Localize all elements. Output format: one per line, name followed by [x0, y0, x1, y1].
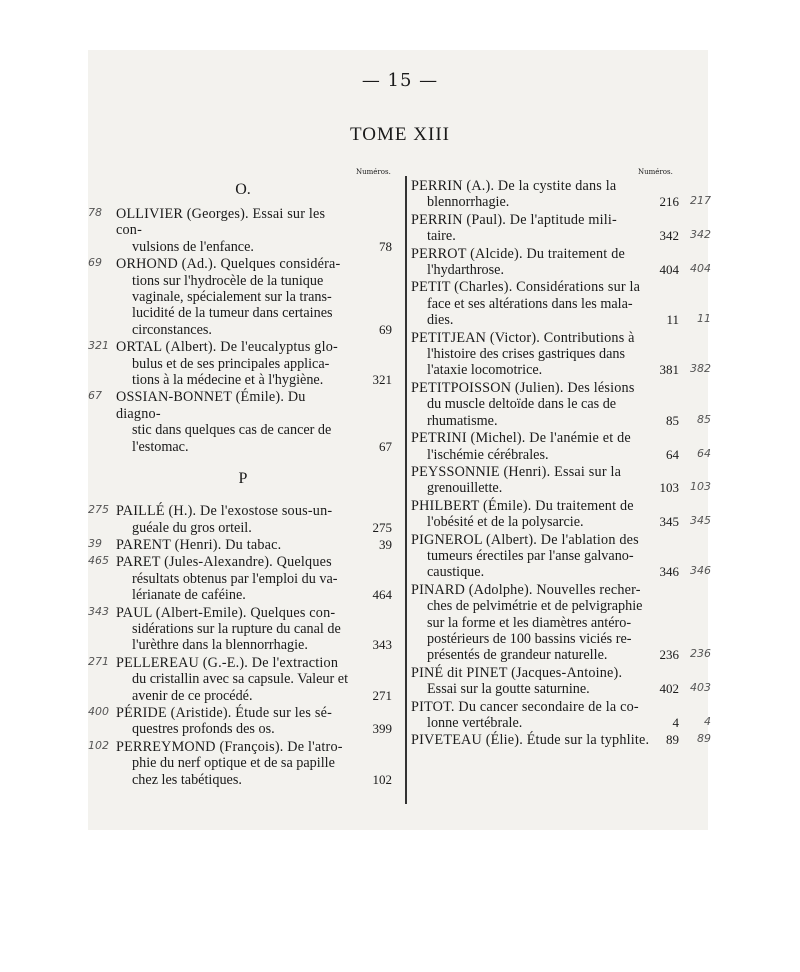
left-entry: [88, 705, 398, 738]
entry-number: 4: [672, 715, 679, 730]
entry-number: 464: [372, 587, 392, 603]
handwritten-annotation: 64: [697, 446, 711, 460]
entry-continuation: vulsions de l'enfance.: [132, 238, 254, 255]
entry-heading: PAILLÉ (H.). De l'exostose sous-un-: [116, 503, 333, 520]
entry-continuation: tumeurs érectiles par l'anse galvano-caustique.: [427, 547, 634, 581]
entry-number: 64: [666, 446, 679, 462]
entry-continuation: l'obésité et de la polysarcie.: [427, 514, 584, 531]
entry-heading: PITOT. Du cancer secondaire de la co-: [411, 698, 639, 715]
handwritten-annotation: 4: [704, 715, 711, 728]
handwritten-annotation: 271: [88, 654, 109, 668]
entry-heading: PHILBERT (Émile). Du traitement de: [411, 497, 634, 514]
entry-heading: PETIT (Charles). Considérations sur la: [411, 279, 641, 296]
left-entry: [88, 339, 398, 388]
entry-number: 39: [379, 536, 392, 552]
entry-continuation: face et ses altérations dans les mala-dies.: [427, 295, 633, 329]
handwritten-annotation: 39: [88, 536, 102, 550]
right-entry: [411, 330, 711, 379]
entry-heading: PETITPOISSON (Julien). Des lésions: [411, 379, 635, 396]
entry-heading: PÉRIDE (Aristide). Étude sur les sé-: [116, 704, 333, 721]
entry-continuation: du cristallin avec sa capsule. Valeur et avenir de ce procédé.: [132, 671, 349, 704]
entry-continuation: stic dans quelques cas de cancer de l'estomac.: [132, 422, 332, 455]
entry-heading: PEYSSONNIE (Henri). Essai sur la: [411, 463, 622, 480]
entry-heading: PARENT (Henri). Du tabac.: [116, 536, 282, 553]
entry-number: 271: [372, 687, 392, 703]
entry-heading: PINARD (Adolphe). Nouvelles recher-: [411, 581, 641, 598]
handwritten-annotation: 67: [88, 389, 102, 403]
handwritten-annotation: 275: [88, 503, 109, 517]
entry-number: 343: [372, 637, 392, 653]
entry-number: 402: [659, 681, 679, 697]
entry-heading: PERRIN (Paul). De l'aptitude mili-: [411, 211, 617, 228]
entry-number: 85: [666, 412, 679, 428]
entry-heading: PERROT (Alcide). Du traitement de: [411, 245, 625, 262]
column-header-left: Numéros.: [356, 168, 391, 176]
column-header-right: Numéros.: [638, 168, 673, 176]
handwritten-annotation: 89: [697, 732, 711, 746]
right-entry: [411, 699, 711, 732]
entry-heading: PAUL (Albert-Emile). Quelques con-: [116, 604, 336, 621]
handwritten-annotation: 236: [690, 647, 711, 661]
right-entry: [411, 212, 711, 245]
entry-number: 404: [659, 262, 679, 278]
section-letter-o: O.: [235, 181, 251, 198]
left-entry: [88, 256, 398, 338]
entry-heading: ORTAL (Albert). De l'eucalyptus glo-: [116, 339, 338, 356]
entry-continuation: bulus et de ses principales applica-tions à la médecine et à l'hygiène.: [132, 355, 330, 389]
entry-number: 275: [372, 519, 392, 535]
handwritten-annotation: 400: [88, 704, 109, 718]
handwritten-annotation: 69: [88, 256, 102, 270]
entry-number: 102: [372, 771, 392, 787]
handwritten-annotation: 346: [690, 564, 711, 578]
left-entry: [88, 605, 398, 654]
entry-number: 346: [659, 564, 679, 580]
entry-continuation: grenouillette.: [427, 480, 503, 497]
left-entry: [88, 554, 398, 603]
entry-continuation: questres profonds des os.: [132, 721, 275, 738]
handwritten-annotation: 345: [690, 514, 711, 528]
entry-continuation: ches de pelvimétrie et de pelvigraphie sur la forme et les diamètres antéro-postérieurs de 100 bassins viciés re-présentés de grandeur naturelle.: [427, 598, 643, 664]
page-number: — 15 —: [361, 70, 439, 91]
right-entry: [411, 582, 711, 664]
entry-continuation: Essai sur la goutte saturnine.: [427, 681, 590, 698]
entry-number: 78: [379, 238, 392, 254]
entry-heading: OSSIAN-BONNET (Émile). Du diagno-: [116, 389, 306, 422]
entry-continuation: l'hydarthrose.: [427, 262, 505, 279]
volume-title: TOME XIII: [350, 124, 450, 145]
entry-heading: OLLIVIER (Georges). Essai sur les con-: [116, 206, 326, 239]
entry-number: 67: [379, 438, 392, 454]
right-entry: [411, 498, 711, 531]
entry-number: 89: [666, 732, 679, 748]
entry-continuation: sidérations sur la rupture du canal de l'urèthre dans la blennorrhagie.: [132, 620, 341, 654]
handwritten-annotation: 103: [690, 480, 711, 494]
right-entry: [411, 464, 711, 497]
entry-heading: PIGNEROL (Albert). De l'ablation des: [411, 531, 639, 548]
entry-heading: PINÉ dit PINET (Jacques-Antoine).: [411, 664, 623, 681]
entry-continuation: tions sur l'hydrocèle de la tunique vaginale, spécialement sur la trans-lucidité de la tumeur dans certaines circonstances.: [132, 272, 333, 338]
left-entry: [88, 537, 398, 553]
entry-number: 345: [659, 514, 679, 530]
handwritten-annotation: 78: [88, 206, 102, 219]
handwritten-annotation: 217: [690, 194, 711, 208]
right-entry: [411, 279, 711, 328]
section-letter-p: P: [238, 470, 248, 488]
entry-number: 216: [659, 194, 679, 210]
right-entry: [411, 380, 711, 429]
entry-number: 381: [659, 362, 679, 378]
entry-number: 399: [372, 721, 392, 737]
entry-number: 342: [659, 228, 679, 244]
entry-heading: PERRIN (A.). De la cystite dans la: [411, 178, 617, 194]
handwritten-annotation: 404: [690, 262, 711, 276]
left-entry: [88, 503, 398, 536]
entry-heading: PARET (Jules-Alexandre). Quelques: [116, 554, 332, 571]
entry-number: 236: [659, 647, 679, 663]
left-entry: [88, 206, 398, 255]
right-entry: [411, 246, 711, 279]
entry-heading: PETITJEAN (Victor). Contributions à: [411, 329, 635, 346]
entry-continuation: blennorrhagie.: [427, 194, 510, 211]
right-entry: [411, 430, 711, 463]
entry-heading: PETRINI (Michel). De l'anémie et de: [411, 430, 631, 447]
entry-heading: ORHOND (Ad.). Quelques considéra-: [116, 256, 341, 273]
handwritten-annotation: 321: [88, 339, 109, 353]
entry-continuation: l'histoire des crises gastriques dans l'ataxie locomotrice.: [427, 346, 625, 379]
left-entry: [88, 739, 398, 788]
handwritten-annotation: 342: [690, 228, 711, 242]
entry-continuation: du muscle deltoïde dans le cas de rhumatisme.: [427, 396, 617, 429]
entry-continuation: guéale du gros orteil.: [132, 519, 252, 536]
handwritten-annotation: 11: [697, 312, 711, 326]
right-entry: [411, 178, 711, 211]
handwritten-annotation: 403: [690, 681, 711, 695]
right-entry: [411, 665, 711, 698]
entry-continuation: taire.: [427, 228, 456, 245]
entry-continuation: résultats obtenus par l'emploi du va-lérianate de caféine.: [132, 570, 338, 604]
handwritten-annotation: 343: [88, 604, 109, 618]
entry-number: 103: [659, 480, 679, 496]
entry-number: 321: [372, 372, 392, 388]
entry-continuation: lonne vertébrale.: [427, 715, 523, 731]
left-entry: [88, 389, 398, 455]
entry-number: 11: [666, 312, 679, 328]
handwritten-annotation: 465: [88, 554, 109, 568]
left-column: [88, 178, 398, 789]
entry-continuation: l'ischémie cérébrales.: [427, 446, 549, 463]
handwritten-annotation: 382: [690, 362, 711, 376]
handwritten-annotation: 85: [697, 412, 711, 426]
entry-heading: PIVETEAU (Élie). Étude sur la typhlite.: [411, 732, 650, 749]
right-entry: [411, 532, 711, 581]
left-entry: [88, 655, 398, 704]
entry-number: 69: [379, 321, 392, 337]
entry-continuation: phie du nerf optique et de sa papille chez les tabétiques.: [132, 755, 335, 788]
entry-heading: PELLEREAU (G.-E.). De l'extraction: [116, 654, 339, 671]
right-entry: [411, 732, 711, 748]
right-column: [411, 178, 711, 750]
entry-heading: PERREYMOND (François). De l'atro-: [116, 738, 343, 755]
column-divider: [405, 176, 407, 804]
handwritten-annotation: 102: [88, 738, 109, 752]
